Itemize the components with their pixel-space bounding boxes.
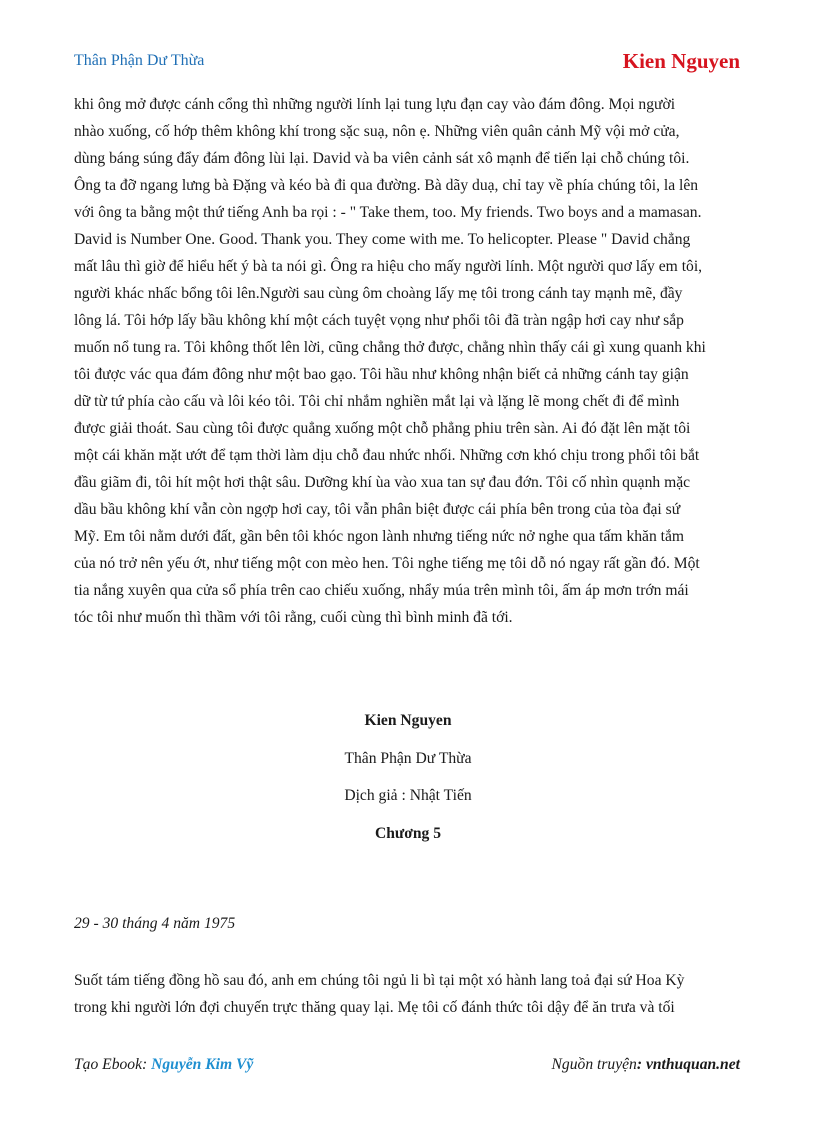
text-line: tóc tôi như muốn thì thầm với tôi rằng, cuối cùng thì bình minh đã tới. (74, 609, 513, 626)
footer-source-credit (552, 1056, 740, 1074)
text-line: lông lá. Tôi hớp lấy bầu không khí một cách tuyệt vọng như phổi tôi đã tràn ngập hơi cay như sắp (74, 312, 684, 329)
chapter-paragraph (74, 967, 744, 1021)
text-line: dữ từ tứ phía cào cấu và lôi kéo tôi. Tôi chỉ nhắm nghiền mắt lại và lặng lẽ mong chết đi để mình (74, 393, 680, 410)
footer-source-sep: : (636, 1056, 646, 1073)
text-line: tia nắng xuyên qua cửa sổ phía trên cao chiếu xuống, nhẩy múa trên mình tôi, ấm áp mơn trớn mái (74, 582, 689, 599)
text-line: tôi được vác qua đám đông như một bao gạo. Tôi hầu như không nhận biết cả những cánh tay giận (74, 366, 689, 383)
text-line: Ông ta đỡ ngang lưng bà Đặng và kéo bà đi qua đường. Bà dãy duạ, chỉ tay về phía chúng tôi, la lên (74, 177, 699, 194)
text-line: dầu bầu không khí vẫn còn ngợp hơi cay, tôi vẫn phân biệt được cái phía bên trong của tòa đại sứ (74, 501, 681, 518)
header-book-title: Thân Phận Dư Thừa (74, 52, 205, 69)
footer-source-site: vnthuquan.net (645, 1056, 740, 1073)
text-line: với ông ta bằng một thứ tiếng Anh ba rọi : - " Take them, too. My friends. Two boys and a mamasan. (74, 204, 702, 221)
text-line: Suốt tám tiếng đồng hồ sau đó, anh em chúng tôi ngủ li bì tại một xó hành lang toả đại sứ Hoa Kỳ (74, 972, 685, 989)
text-line: David is Number One. Good. Thank you. They come with me. To helicopter. Please " David chẳng (74, 231, 691, 248)
text-line: đầu giãm đi, tôi hít một hơi thật sâu. Dưỡng khí ùa vào xua tan sự đau đớn. Tôi cố nhìn quạnh mặc (74, 474, 691, 491)
text-line: Mỹ. Em tôi nằm dưới đất, gần bên tôi khóc ngon lành nhưng tiếng nức nở nghe qua tấm khăn tắm (74, 528, 685, 545)
chapter-book-title: Thân Phận Dư Thừa (344, 750, 472, 767)
footer-ebook-sep: : (142, 1056, 152, 1073)
chapter-translator: Dịch giả : Nhật Tiến (344, 787, 472, 804)
footer-source-label: Nguồn truyện (551, 1056, 637, 1073)
body-paragraph (74, 91, 744, 631)
text-line: mất lâu thì giờ để hiểu hết ý bà ta nói gì. Ông ra hiệu cho mấy người lính. Một người quơ lấy em tôi, (74, 258, 703, 275)
chapter-number: Chương 5 (374, 825, 442, 842)
chapter-author: Kien Nguyen (364, 712, 452, 729)
footer-ebook-label: Tạo Ebook (74, 1056, 143, 1073)
text-line: khi ông mở được cánh cổng thì những người lính lại tung lựu đạn cay vào đám đông. Mọi người (74, 96, 676, 113)
text-line: muốn nổ tung ra. Tôi không thốt lên lời, cũng chẳng thở được, chẳng nhìn thấy cái gì xung quanh khi (74, 339, 706, 356)
footer-ebook-maker: Nguyễn Kim Vỹ (151, 1056, 254, 1073)
header-author: Kien Nguyen (622, 49, 740, 73)
date-line: 29 - 30 tháng 4 năm 1975 (74, 915, 236, 932)
text-line: trong khi người lớn đợi chuyến trực thăng quay lại. Mẹ tôi cố đánh thức tôi dậy để ăn trưa và tối (74, 999, 675, 1016)
text-line: dùng báng súng đẩy đám đông lùi lại. David và ba viên cảnh sát xô mạnh để tiến lại chỗ chúng tôi. (74, 150, 690, 167)
text-line: của nó trở nên yếu ớt, như tiếng một con mèo hen. Tôi nghe tiếng mẹ tôi dỗ nó ngay rất gần đó. Một (74, 555, 700, 572)
text-line: được giải thoát. Sau cùng tôi được quẳng xuống một chỗ phẳng phiu trên sàn. Ai đó đặt lên mặt tôi (74, 420, 691, 437)
footer-ebook-credit (74, 1056, 253, 1074)
text-line: người khác nhấc bổng tôi lên.Người sau cùng ôm choàng lấy mẹ tôi trong cánh tay mạnh mẽ, đầy (74, 285, 683, 302)
text-line: một cái khăn mặt ướt để tạm thời làm dịu chỗ đau nhức nhối. Những cơn khó chịu trong phổi tôi bắt (74, 447, 700, 464)
text-line: nhào xuống, cố hớp thêm không khí trong sặc suạ, nôn ẹ. Những viên quân cảnh Mỹ vội mở cửa, (74, 123, 680, 140)
